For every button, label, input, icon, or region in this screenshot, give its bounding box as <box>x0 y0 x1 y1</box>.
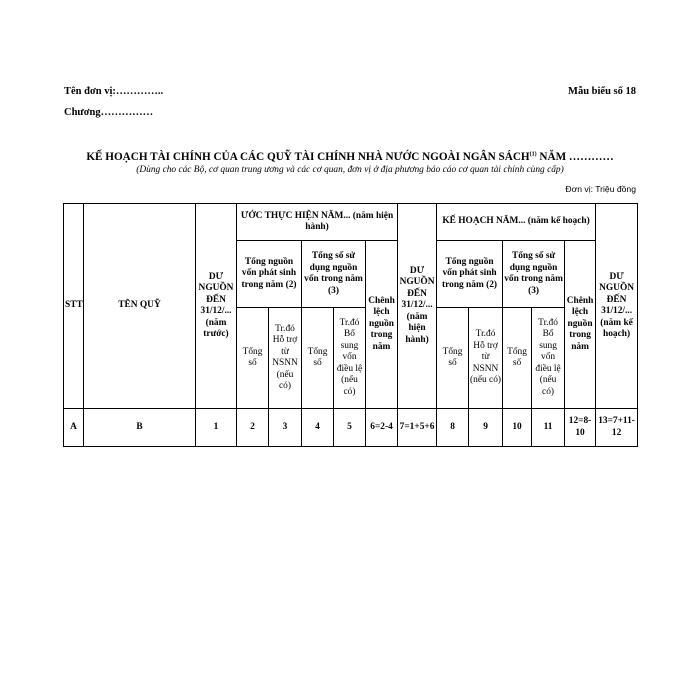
code-cell: 12=8-10 <box>565 409 596 447</box>
financial-plan-table <box>63 203 638 447</box>
footnote-mark: (1) <box>529 151 537 158</box>
header-estimate-sources-nsnn: Tr.đó Hỗ trợ từ NSNN (nếu có) <box>269 308 302 409</box>
code-cell: 4 <box>302 409 334 447</box>
report-title-text: KẾ HOẠCH TÀI CHÍNH CỦA CÁC QUỸ TÀI CHÍNH NHÀ NƯỚC NGOÀI NGÂN SÁCH <box>86 151 530 163</box>
header-balance-prev-year: DƯ NGUỒN ĐẾN 31/12/... (năm trước) <box>196 204 237 409</box>
code-cell: 10 <box>503 409 532 447</box>
code-cell: 13=7+11-12 <box>596 409 638 447</box>
code-cell: 3 <box>269 409 302 447</box>
header-estimate-group: ƯỚC THỰC HIỆN NĂM... (năm hiện hành) <box>237 204 398 241</box>
header-estimate-uses-capital: Tr.đó Bổ sung vốn điều lệ (nếu có) <box>334 308 366 409</box>
code-cell: 9 <box>469 409 503 447</box>
currency-unit: Đơn vị: Triệu đồng <box>565 184 636 194</box>
code-cell: 6=2-4 <box>366 409 398 447</box>
header-estimate-uses-total: Tổng số <box>302 308 334 409</box>
column-code-row <box>64 409 638 447</box>
header-plan-uses-total: Tổng số <box>503 308 532 409</box>
code-cell: B <box>84 409 196 447</box>
header-plan-sources: Tổng nguồn vốn phát sinh trong năm (2) <box>437 241 503 308</box>
code-cell: 11 <box>532 409 565 447</box>
header-plan-uses: Tổng số sử dụng nguồn vốn trong năm (3) <box>503 241 565 308</box>
header-plan-sources-nsnn: Tr.đó Hỗ trợ từ NSNN (nếu có) <box>469 308 503 409</box>
code-cell: 5 <box>334 409 366 447</box>
header-estimate-difference: Chênh lệch nguồn trong năm <box>366 241 398 409</box>
header-plan-sources-total: Tổng số <box>437 308 469 409</box>
unit-name-label: Tên đơn vị:………….. <box>64 86 164 97</box>
header-plan-group: KẾ HOẠCH NĂM... (năm kế hoạch) <box>437 204 596 241</box>
header-plan-difference: Chênh lệch nguồn trong năm <box>565 241 596 409</box>
form-number: Mẫu biểu số 18 <box>568 86 636 97</box>
header-plan-uses-capital: Tr.đó Bổ sung vốn điều lệ (nếu có) <box>532 308 565 409</box>
report-subtitle: (Dùng cho các Bộ, cơ quan trung ương và các cơ quan, đơn vị ở địa phương báo cáo cơ quan tài chính cùng cấp) <box>136 165 564 175</box>
header-balance-current-year: DƯ NGUỒN ĐẾN 31/12/... (năm hiện hành) <box>398 204 437 409</box>
header-estimate-sources-total: Tổng số <box>237 308 269 409</box>
chapter-label: Chương…………… <box>64 107 154 118</box>
header-estimate-uses: Tổng số sử dụng nguồn vốn trong năm (3) <box>302 241 366 308</box>
report-title <box>0 151 700 163</box>
code-cell: 1 <box>196 409 237 447</box>
header-stt: STT <box>64 204 84 409</box>
header-fund-name: TÊN QUỸ <box>84 204 196 409</box>
code-cell: 8 <box>437 409 469 447</box>
header-estimate-sources: Tổng nguồn vốn phát sinh trong năm (2) <box>237 241 302 308</box>
code-cell: 2 <box>237 409 269 447</box>
header-balance-plan-year: DƯ NGUỒN ĐẾN 31/12/... (năm kế hoạch) <box>596 204 638 409</box>
code-cell: 7=1+5+6 <box>398 409 437 447</box>
report-title-year: NĂM ………… <box>536 151 614 163</box>
code-cell: A <box>64 409 84 447</box>
